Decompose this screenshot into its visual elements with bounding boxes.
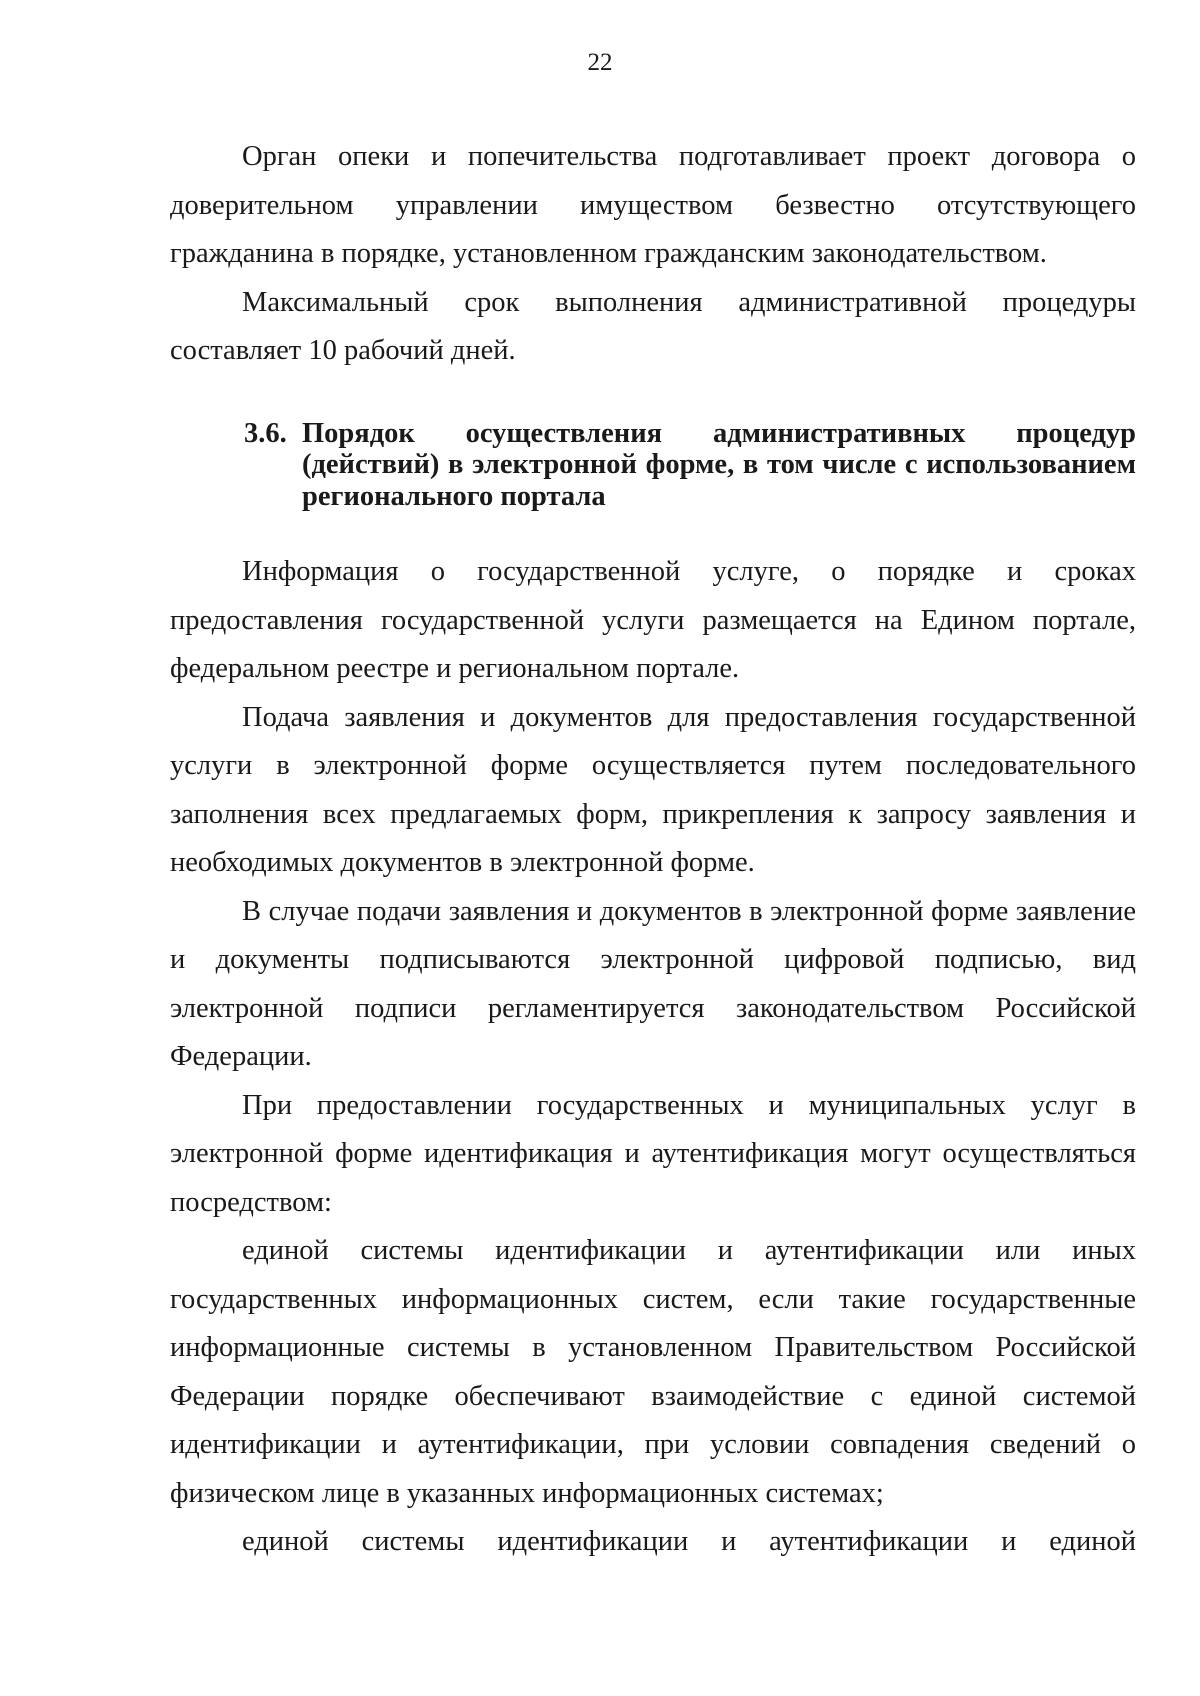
word: идентификации — [497, 1526, 689, 1557]
document-body — [170, 133, 1136, 1567]
word: аутентификации — [769, 1526, 969, 1557]
paragraph-application-submission: Подача заявления и документов для предоставления государственной услуги в электронной форме осуществляется путем последовательного заполнения всех предлагаемых форм, прикрепления к запросу заявления и необходимых документов в электронной форме. — [170, 701, 1136, 878]
paragraph-procedure-deadline: Максимальный срок выполнения административной процедуры составляет 10 рабочий дней. — [170, 286, 1136, 366]
section-number: 3.6. — [244, 417, 287, 449]
word: единой — [242, 1526, 329, 1557]
section-heading — [170, 418, 1136, 513]
paragraph-guardianship-contract: Орган опеки и попечительства подготавливает проект договора о доверительном управлении имуществом безвестно отсутствующего гражданина в порядке, установленном гражданским законодательством. — [170, 141, 1136, 269]
word: единой — [1049, 1526, 1136, 1557]
paragraph-digital-signature: В случае подачи заявления и документов в электронной форме заявление и документы подписываются электронной цифровой подписью, вид электронной подписи регламентируется законодательством Российской Федерации. — [170, 895, 1136, 1072]
paragraph-identification-methods: При предоставлении государственных и муниципальных услуг в электронной форме идентификация и аутентификация могут осуществляться посредством: — [170, 1089, 1136, 1218]
paragraph-unified-identification-system: единой системы идентификации и аутентификации или иных государственных информационных систем, если такие государственные информационные системы в установленном Правительством Российской Федерации порядке обеспечивают взаимодействие с единой системой идентификации и аутентификации, при условии совпадения сведений о физическом лице в указанных информационных системах; — [170, 1235, 1136, 1509]
page-number: 22 — [587, 49, 613, 76]
section-title: Порядок осуществления административных процедур (действий) в электронной форме, в том числе с использованием регионального портала — [302, 417, 1136, 512]
word: и — [721, 1526, 737, 1557]
word: и — [1001, 1526, 1017, 1557]
paragraph-service-information: Информация о государственной услуге, о порядке и сроках предоставления государственной услуги размещается на Едином портале, федеральном реестре и региональном портале. — [170, 556, 1136, 684]
word: системы — [361, 1526, 465, 1557]
paragraph-continued-line — [170, 1518, 1136, 1567]
